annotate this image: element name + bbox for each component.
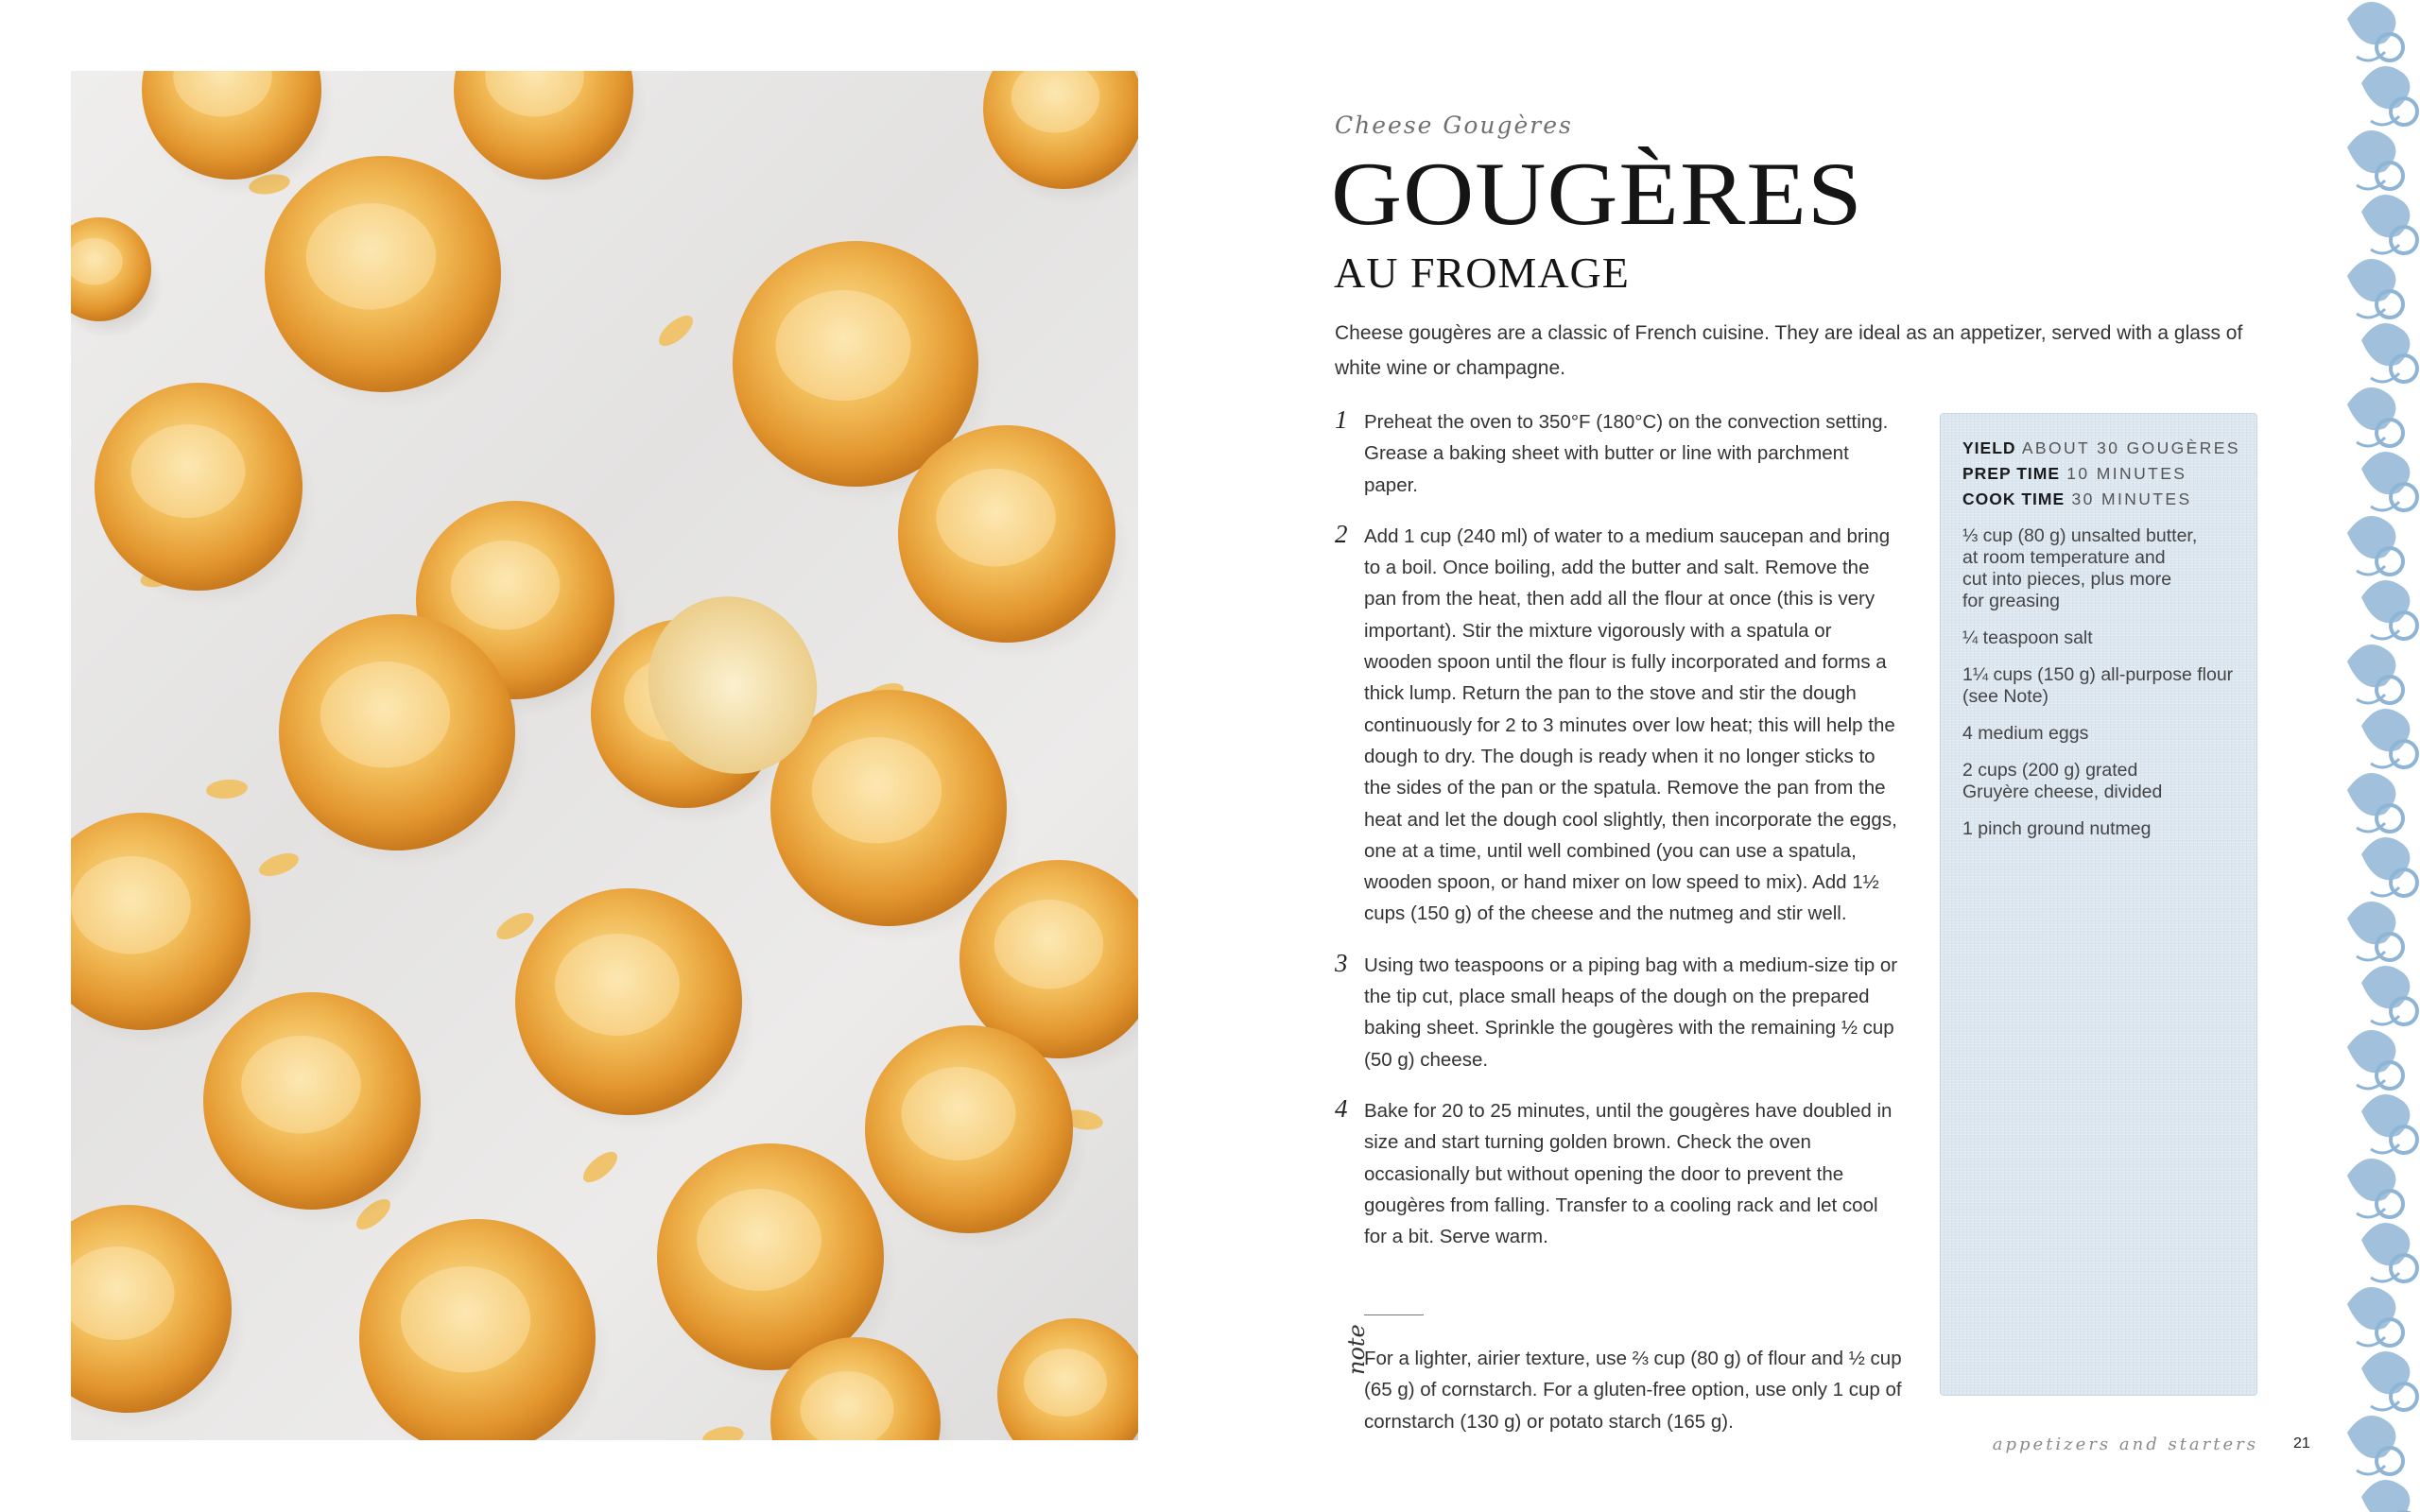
step-number: 4 (1335, 1093, 1348, 1123)
ingredient-item: 1¼ cups (150 g) all-purpose flour (see Note) (1962, 664, 2234, 707)
recipe-title-sub: AU FROMAGE (1334, 249, 1630, 297)
step-text: Preheat the oven to 350°F (180°C) on the convection setting. Grease a baking sheet with butter or line with parchment paper. (1364, 411, 1889, 496)
note-text: For a lighter, airier texture, use ⅔ cup (80 g) of flour and ½ cup (65 g) of cornstarch. For a gluten-free option, use only 1 cup of cornstarch (130 g) or potato starch (165 g). (1364, 1348, 1902, 1433)
recipe-subtitle: Cheese Gougères (1335, 112, 1573, 139)
yield-row (1962, 436, 2240, 461)
gougeres-photo (71, 71, 1138, 1440)
note-label: note (1343, 1324, 1370, 1375)
step-number: 3 (1335, 948, 1348, 977)
step-text: Bake for 20 to 25 minutes, until the gougères have doubled in size and start turning golden brown. Check the oven occasionally but without opening the door to prevent the gougères from falling. Transfer to a cooling rack and let cool for a bit. Serve warm. (1364, 1099, 1893, 1248)
floral-border-decoration (2324, 0, 2420, 1512)
prep-time-value: 10 MINUTES (2066, 464, 2187, 483)
recipe-meta (1962, 436, 2240, 512)
cook-time-value: 30 MINUTES (2071, 490, 2192, 508)
prep-time-row (1962, 461, 2240, 487)
recipe-title: GOUGÈRES (1331, 144, 1863, 245)
cook-time-label: COOK TIME (1962, 490, 2066, 508)
method-steps (1335, 406, 1902, 1272)
step-3 (1335, 950, 1902, 1075)
yield-label: YIELD (1962, 438, 2016, 457)
recipe-intro: Cheese gougères are a classic of French cuisine. They are ideal as an appetizer, served with a glass of white wine or champagne. (1335, 322, 2243, 379)
page-number: 21 (2293, 1435, 2310, 1452)
ingredient-item: ¼ teaspoon salt (1962, 627, 2093, 648)
step-text: Using two teaspoons or a piping bag with a medium-size tip or the tip cut, place small heaps of the dough on the prepared baking sheet. Sprinkle the gougères with the remaining ½ cup (50 g) cheese. (1364, 954, 1898, 1071)
ingredient-item: 4 medium eggs (1962, 723, 2089, 744)
footer-section-title: appetizers and starters (1992, 1435, 2258, 1454)
step-number: 2 (1335, 519, 1348, 548)
step-number: 1 (1335, 405, 1348, 434)
step-2 (1335, 521, 1902, 930)
yield-value: ABOUT 30 GOUGÈRES (2021, 438, 2240, 457)
prep-time-label: PREP TIME (1962, 464, 2061, 483)
step-1 (1335, 406, 1902, 501)
ingredient-item: ⅓ cup (80 g) unsalted butter, at room temperature and cut into pieces, plus more for greasing (1962, 525, 2198, 611)
step-4 (1335, 1095, 1902, 1252)
step-text: Add 1 cup (240 ml) of water to a medium saucepan and bring to a boil. Once boiling, add the butter and salt. Remove the pan from the heat, then add all the flour at once (this is very important). Stir the mixture vigorously with a spatula or wooden spoon until the flour is fully incorporated and forms a thick lump. Return the pan to the stove and stir the dough continuously for 2 to 3 minutes over low heat; this will help the dough to dry. The dough is ready when it no longer sticks to the sides of the pan or the spatula. Remove the pan from the heat and let the dough cool slightly, then incorporate the eggs, one at a time, until well combined (you can use a spatula, wooden spoon, or hand mixer on low speed to mix). Add 1½ cups (150 g) of the cheese and the nutmeg and stir well. (1364, 524, 1897, 925)
ingredient-item: 1 pinch ground nutmeg (1962, 818, 2152, 839)
ingredients-list (1962, 525, 2246, 855)
ingredient-item: 2 cups (200 g) grated Gruyère cheese, divided (1962, 760, 2163, 802)
note-divider (1364, 1314, 1424, 1315)
cook-time-row (1962, 487, 2240, 512)
